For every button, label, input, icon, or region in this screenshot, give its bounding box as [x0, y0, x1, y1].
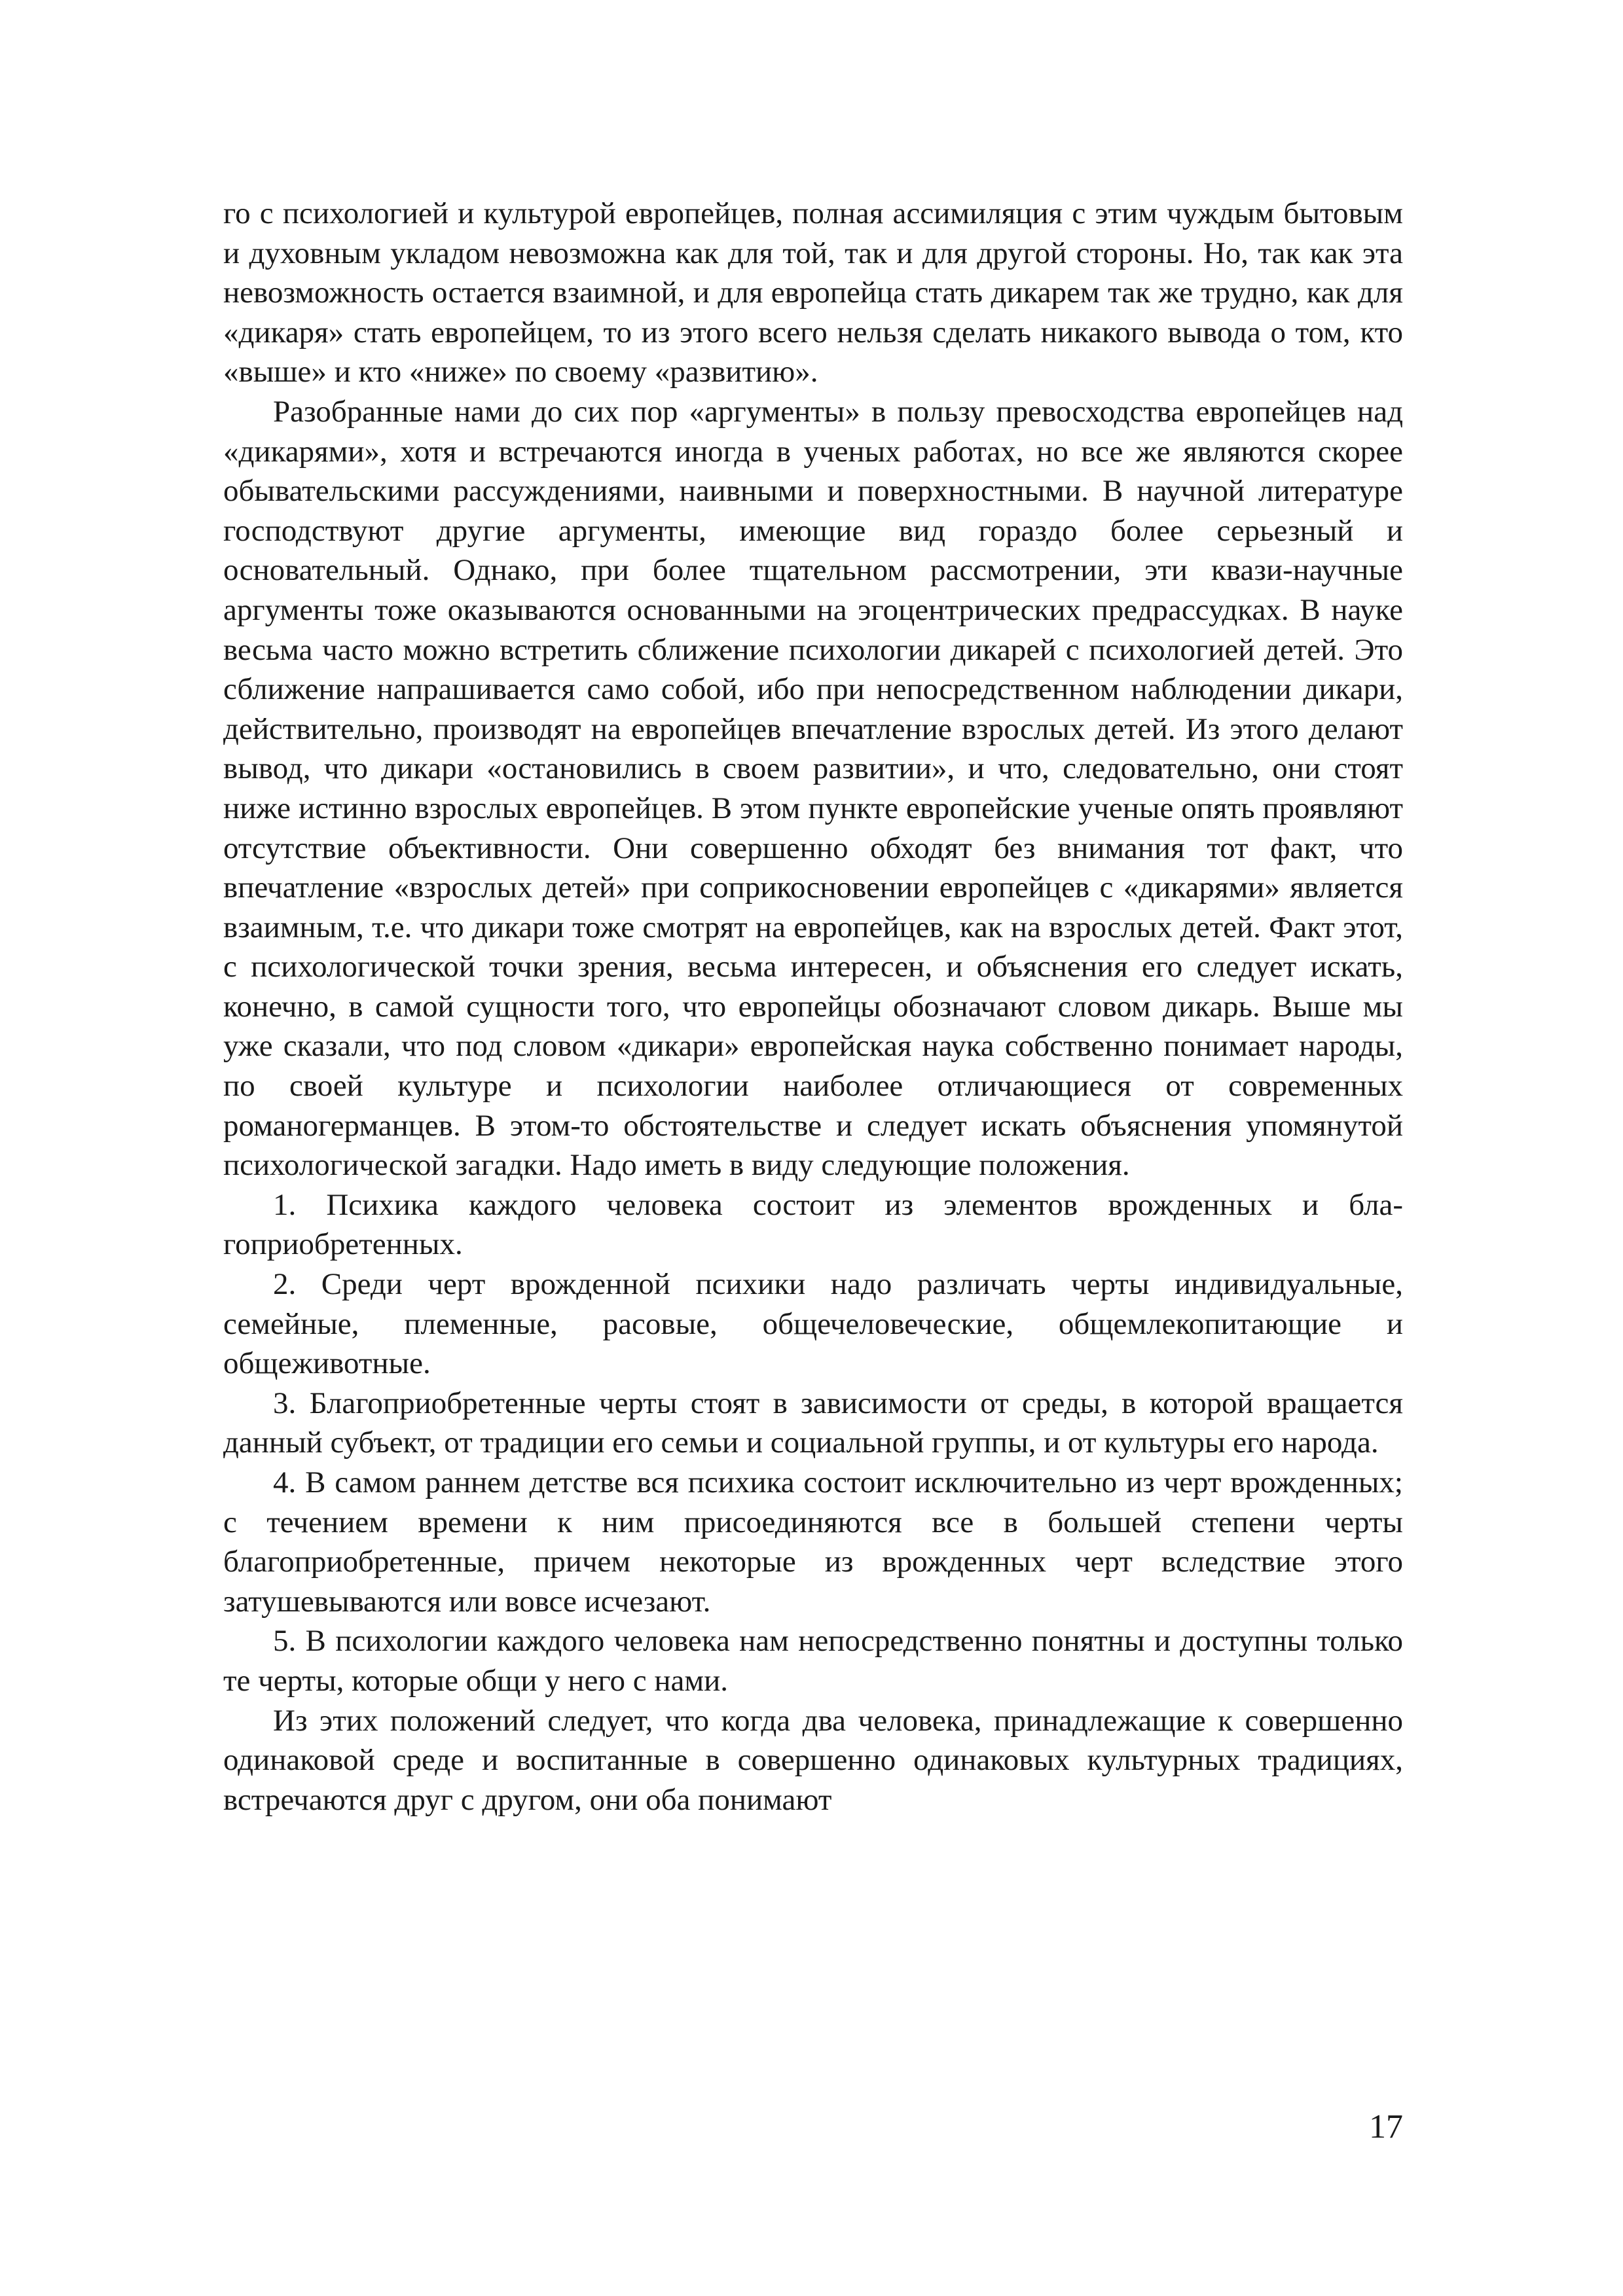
paragraph-continuation: го с психологией и культурой европейцев, полная ассимиляция с этим чуждым бытовым и духовным укладом невозможна как для той, так и для другой стороны. Но, так как эта невозможность остается взаимной, и для европейца стать дикарем так же трудно, как для «дикаря» стать европейцем, то из этого всего нельзя сделать никакого вывода о том, кто «выше» и кто «ниже» по своему «развитию».: [223, 196, 1403, 389]
list-item-4: 4. В самом раннем детстве вся психика состоит исключительно из черт врожденных; с течением времени к ним присоединяются все в большей степени черты благоприобретенные, причем некоторые из врожденных черт вследствие этого затушевываются или вовсе исчезают.: [223, 1465, 1403, 1619]
page-number: 17: [1369, 2108, 1403, 2145]
page-body: [223, 194, 1403, 1820]
list-item-5: 5. В психологии каждого человека нам непосредственно понятны и доступны только те черты, которые общи у него с нами.: [223, 1624, 1403, 1698]
list-item-3: 3. Благоприобретенные черты стоят в зависимости от среды, в которой вращается данный субъект, от традиции его семьи и социальной группы, и от культуры его народа.: [223, 1386, 1403, 1460]
paragraph: Разобранные нами до сих пор «аргументы» в пользу превосходства европейцев над «дикарями», хотя и встречаются иногда в ученых работах, но все же являются скорее обывательскими рассуждениями, наивными и поверхностными. В научной литературе господствуют другие аргументы, имеющие вид гораздо более серьезный и основательный. Однако, при более тщательном рассмотрении, эти квази-научные аргументы тоже оказываются основанными на эгоцентрических предрассудках. В науке весьма часто можно встретить сближение психологии дикарей с психологией детей. Это сближение напрашивается само собой, ибо при непосредственном наблюдении дикари, действительно, производят на европейцев впечатление взрослых детей. Из этого делают вывод, что дикари «остановились в своем развитии», и что, следовательно, они стоят ниже истинно взрослых европейцев. В этом пункте европейские ученые опять проявляют отсутствие объективности. Они совершенно обходят без внимания тот факт, что впечатление «взрослых детей» при соприкосновении европейцев с «дикарями» является взаимным, т.е. что дикари тоже смотрят на европейцев, как на взрослых детей. Факт этот, с психологической точки зрения, весьма интересен, и объяснения его следует искать, конечно, в самой сущности того, что европейцы обозначают словом дикарь. Выше мы уже сказали, что под словом «дикари» европейская наука собственно понимает народы, по своей культуре и психологии наиболее отличающиеся от современных романогерманцев. В этом-то обстоятельстве и следует искать объяснения упомянутой психологической загадки. Надо иметь в виду следующие положения.: [223, 394, 1403, 1183]
paragraph-final: Из этих положений следует, что когда два человека, принадлежащие к совершенно одинаковой среде и воспитанные в совершенно одинаковых культурных традициях, встречаются друг с другом, они оба понимают: [223, 1703, 1403, 1817]
list-item-2: 2. Среди черт врожденной психики надо различать черты индивидуальные, семейные, племенные, расовые, общечеловеческие, общемлекопитающие и общеживотные.: [223, 1267, 1403, 1381]
list-item-1: 1. Психика каждого человека состоит из элементов врожденных и благоприобретенных.: [223, 1187, 1403, 1262]
